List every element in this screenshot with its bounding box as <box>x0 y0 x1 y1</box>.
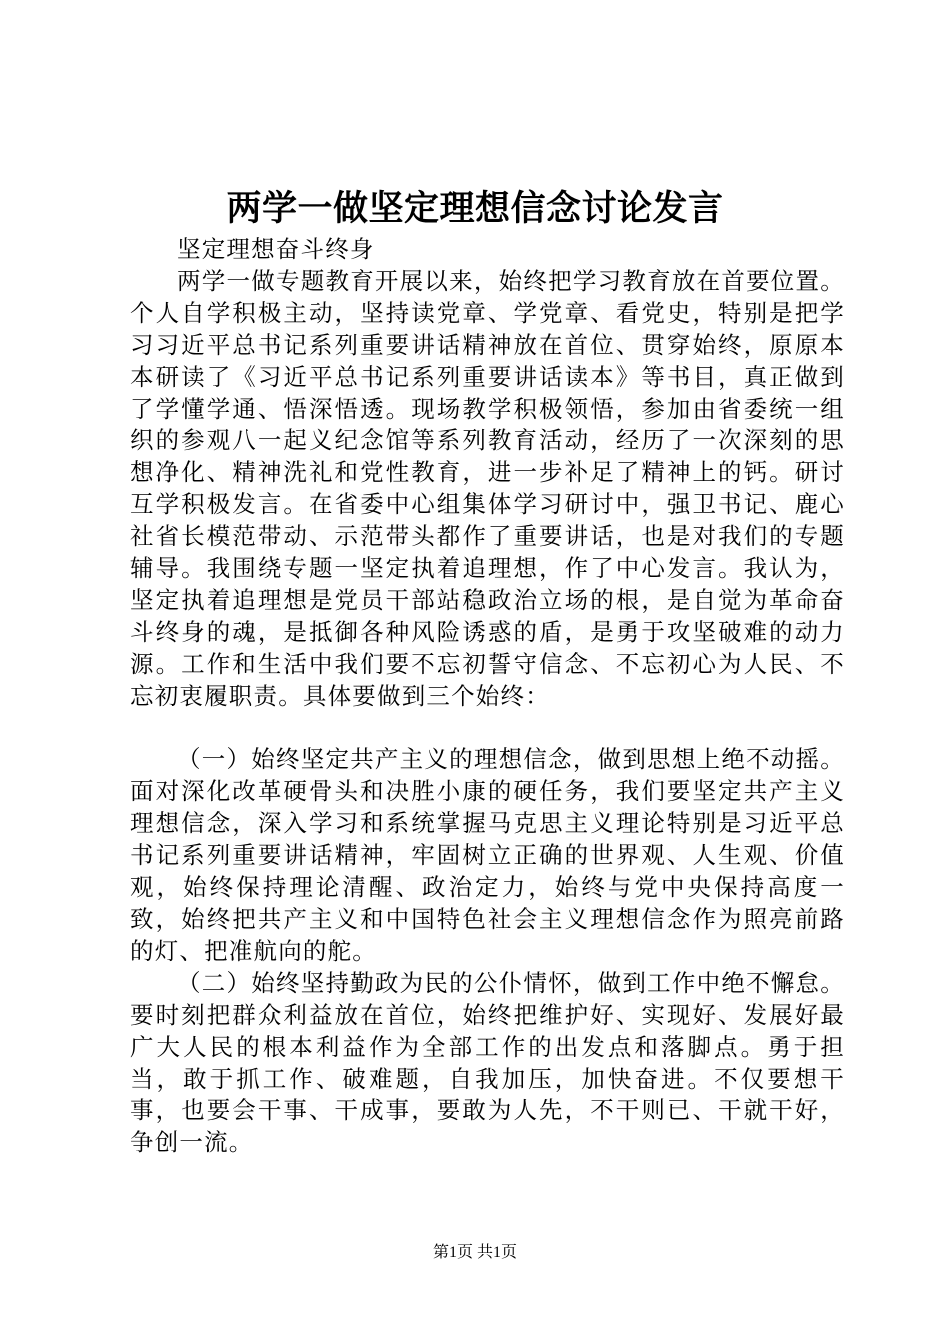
paragraph-intro: 两学一做专题教育开展以来，始终把学习教育放在首要位置。个人自学积极主动，坚持读党章、学党章、看党史，特别是把学习习近平总书记系列重要讲话精神放在首位、贯穿始终，原原本本研读了《习近平总书记系列重要讲话读本》等书目，真正做到了学懂学通、悟深悟透。现场教学积极领悟，参加由省委统一组织的参观八一起义纪念馆等系列教育活动，经历了一次深刻的思想净化、精神洗礼和党性教育，进一步补足了精神上的钙。研讨互学积极发言。在省委中心组集体学习研讨中，强卫书记、鹿心社省长模范带动、示范带头都作了重要讲话，也是对我们的专题辅导。我围绕专题一坚定执着追理想，作了中心发言。我认为，坚定执着追理想是党员干部站稳政治立场的根，是自觉为革命奋斗终身的魂，是抵御各种风险诱惑的盾，是勇于攻坚破难的动力源。工作和生活中我们要不忘初誓守信念、不忘初心为人民、不忘初衷履职责。具体要做到三个始终： <box>130 266 845 710</box>
paragraph-point-two: （二）始终坚持勤政为民的公仆情怀，做到工作中绝不懈怠。要时刻把群众利益放在首位，始终把维护好、实现好、发展好最广大人民的根本利益作为全部工作的出发点和落脚点。勇于担当，敢于抓工作、破难题，自我加压，加快奋进。不仅要想干事，也要会干事、干成事，要敢为人先，不干则已、干就干好，争创一流。 <box>130 968 845 1157</box>
paragraph-point-one: （一）始终坚定共产主义的理想信念，做到思想上绝不动摇。面对深化改革硬骨头和决胜小康的硬任务，我们要坚定共产主义理想信念，深入学习和系统掌握马克思主义理论特别是习近平总书记系列重要讲话精神，牢固树立正确的世界观、人生观、价值观，始终保持理论清醒、政治定力，始终与党中央保持高度一致，始终把共产主义和中国特色社会主义理想信念作为照亮前路的灯、把准航向的舵。 <box>130 745 845 965</box>
document-title: 两学一做坚定理想信念讨论发言 <box>226 188 724 229</box>
page-footer: 第1页 共1页 <box>432 1244 517 1261</box>
document-subtitle: 坚定理想奋斗终身 <box>177 235 375 263</box>
document-body <box>130 234 845 1159</box>
